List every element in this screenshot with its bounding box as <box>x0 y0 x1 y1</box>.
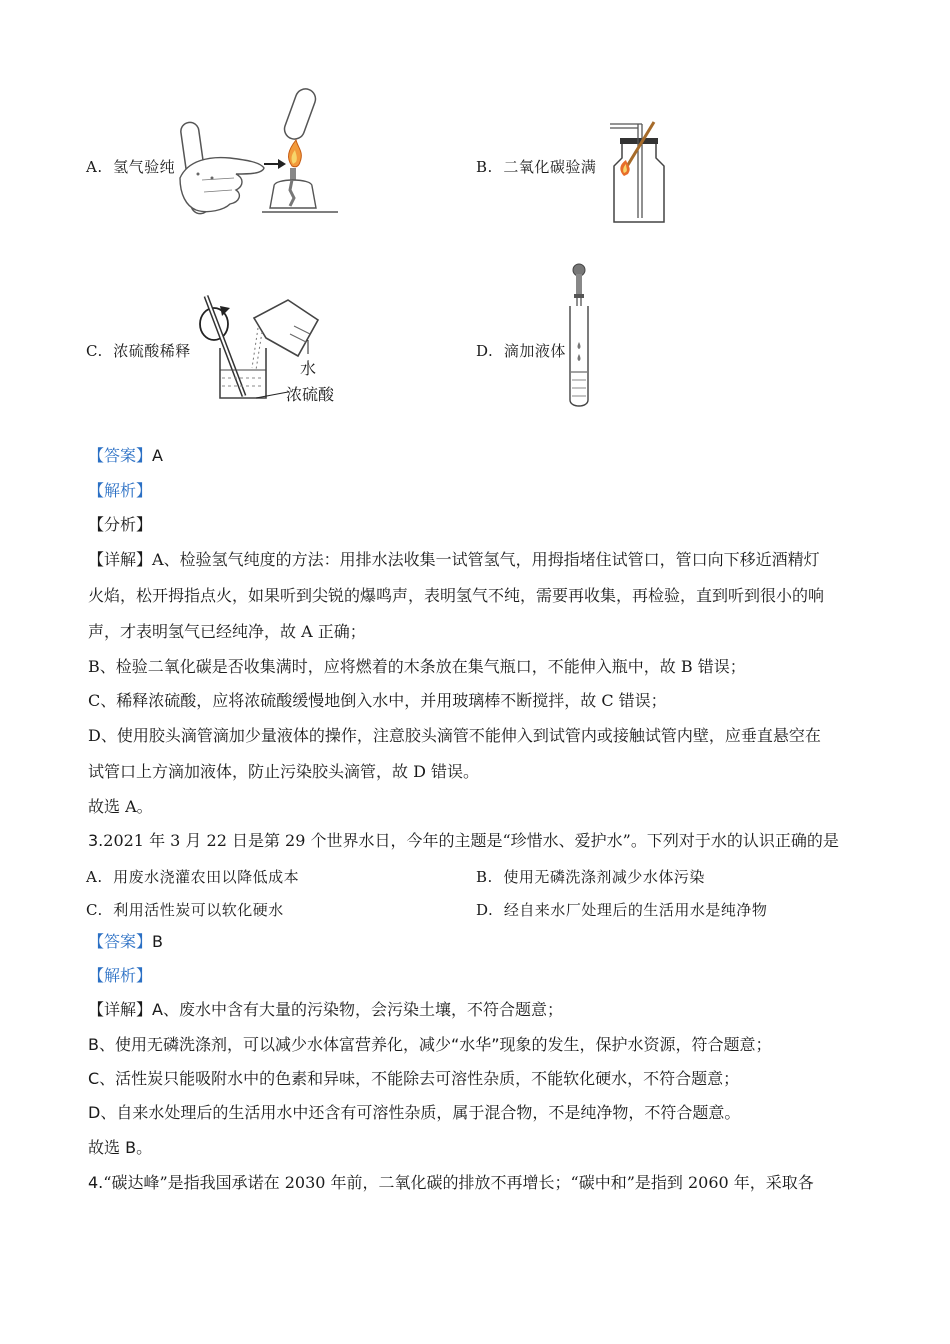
option-b <box>476 156 596 177</box>
q3-analysis-tag: 【解析】 <box>88 966 153 985</box>
q3-detail-line-4: D、自来水处理后的生活用水中还含有可溶性杂质，属于混合物，不是纯净物，不符合题意。 <box>88 1103 741 1122</box>
q3-answer-value: B <box>152 932 163 951</box>
q2-detail-line-3: 声，才表明氢气已经纯净，故 A 正确； <box>88 622 366 641</box>
q3-conclusion: 故选 B。 <box>88 1138 153 1157</box>
option-b-letter: B. <box>476 158 493 176</box>
q2-detail-line-2: 火焰，松开拇指点火，如果听到尖锐的爆鸣声，表明氢气不纯，需要再收集，再检验，直到听到很小的响 <box>88 586 825 605</box>
q3-answer-tag: 【答案】 <box>88 932 153 951</box>
q2-detail-line-4: B、检验二氧化碳是否收集满时，应将燃着的木条放在集气瓶口，不能伸入瓶中，故 B 错误； <box>88 657 746 676</box>
q3-detail-line-2: B、使用无磷洗涤剂，可以减少水体富营养化，减少“水华”现象的发生，保护水资源，符合题意； <box>88 1035 772 1054</box>
option-b-text: 二氧化碳验满 <box>503 158 597 176</box>
q2-detail-line-1: 【详解】A、检验氢气纯度的方法：用排水法收集一试管氢气，用拇指堵住试管口，管口向下移近酒精灯 <box>88 550 820 569</box>
q2-answer-value: A <box>152 446 163 465</box>
option-d-letter: D. <box>476 342 494 360</box>
q2-answer <box>88 446 163 466</box>
q2-conclusion: 故选 A。 <box>88 797 153 816</box>
q3-option-d: D. 经自来水厂处理后的生活用水是纯净物 <box>476 901 768 919</box>
q2-detail-line-6: D、使用胶头滴管滴加少量液体的操作，注意胶头滴管不能伸入到试管内或接触试管内壁，应垂直悬空在 <box>88 726 821 745</box>
option-a-text: 氢气验纯 <box>113 158 176 176</box>
q2-detail-line-5: C、稀释浓硫酸，应将浓硫酸缓慢地倒入水中，并用玻璃棒不断搅拌，故 C 错误； <box>88 691 667 710</box>
q4-number: 4. <box>88 1173 104 1192</box>
q2-fenxi-tag: 【分析】 <box>88 515 153 534</box>
figure-co2-check <box>608 118 670 224</box>
option-c <box>86 340 191 361</box>
q3-detail-tag: 【详解】 <box>88 1000 153 1019</box>
option-d-text: 滴加液体 <box>503 342 566 360</box>
figure-c-acid-label: 浓硫酸 <box>286 385 335 404</box>
q3-answer <box>88 932 163 952</box>
option-c-letter: C. <box>86 342 103 360</box>
option-c-text: 浓硫酸稀释 <box>113 342 191 360</box>
figure-c-water-label: 水 <box>300 359 317 378</box>
option-a <box>86 156 175 177</box>
q3-option-a: A. 用废水浇灌农田以降低成本 <box>86 868 300 886</box>
q2-analysis-tag: 【解析】 <box>88 481 153 500</box>
figure-hydrogen-test <box>178 82 346 218</box>
q2-detail-line-7: 试管口上方滴加液体，防止污染胶头滴管，故 D 错误。 <box>88 762 480 781</box>
q3-detail-line-3: C、活性炭只能吸附水中的色素和异味，不能除去可溶性杂质，不能软化硬水，不符合题意； <box>88 1069 740 1088</box>
q3-detail-line-1: 【详解】A、废水中含有大量的污染物，会污染土壤，不符合题意； <box>88 1000 563 1019</box>
option-a-letter: A. <box>86 158 103 176</box>
figure-dropper <box>566 262 592 410</box>
q3-option-c: C. 利用活性炭可以软化硬水 <box>86 901 284 919</box>
q4-stem: 4.“碳达峰”是指我国承诺在 2030 年前，二氧化碳的排放不再增长；“碳中和”是指到 2060 年，采取各 <box>88 1173 814 1192</box>
q3-option-b: B. 使用无磷洗涤剂减少水体污染 <box>476 868 705 886</box>
q2-answer-tag: 【答案】 <box>88 446 153 465</box>
option-d <box>476 340 566 361</box>
q3-stem: 3.2021 年 3 月 22 日是第 29 个世界水日，今年的主题是“珍惜水、爱护水”。下列对于水的认识正确的是 <box>88 831 839 850</box>
q2-detail-tag: 【详解】 <box>88 550 153 569</box>
q3-number: 3. <box>88 831 104 850</box>
